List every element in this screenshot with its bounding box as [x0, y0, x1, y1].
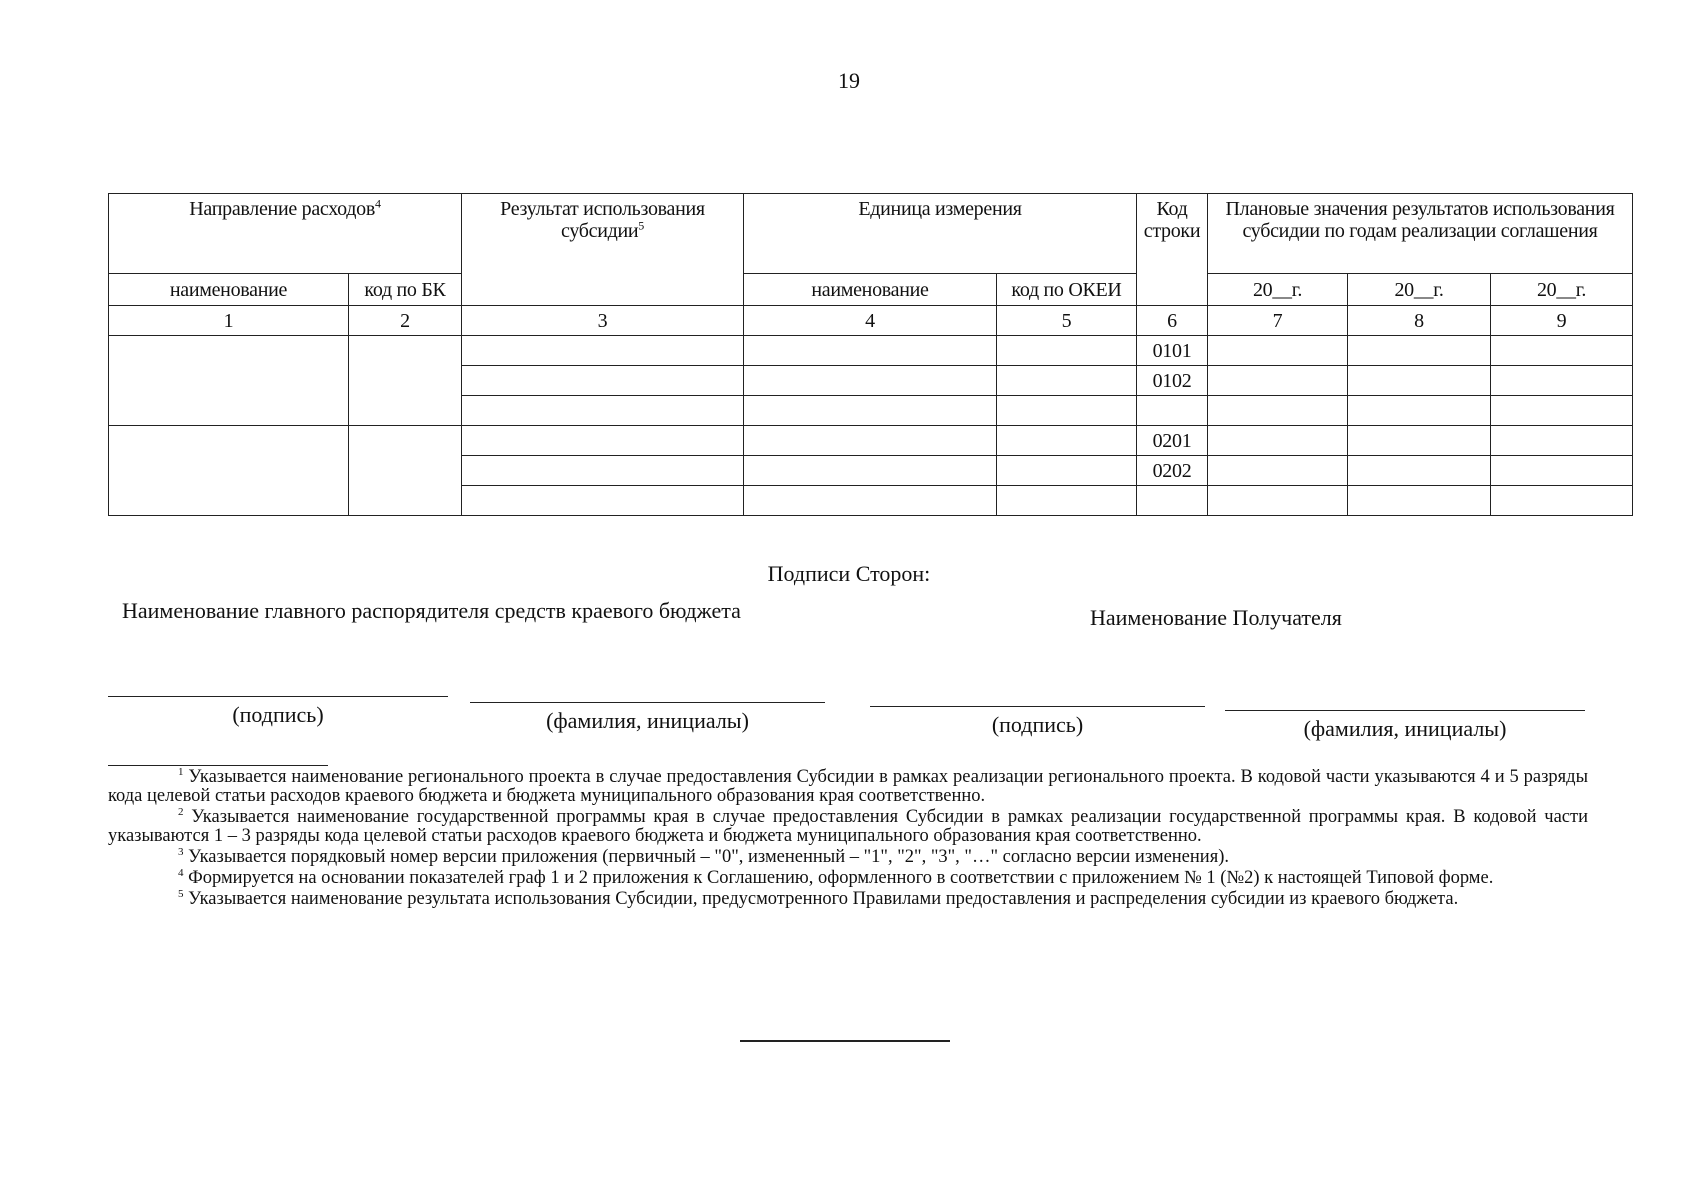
footnotes — [108, 765, 1589, 911]
column-number: 5 — [997, 306, 1137, 336]
table-row — [109, 336, 1633, 366]
footnote-separator — [108, 765, 328, 766]
bk-code-cell — [349, 336, 462, 426]
left-party-name: Наименование главного распорядителя средств краевого бюджета — [122, 598, 741, 623]
header-bk-code: код по БК — [349, 274, 462, 306]
column-number: 9 — [1491, 306, 1633, 336]
column-number: 7 — [1208, 306, 1348, 336]
signatures-title: Подписи Сторон: — [767, 561, 931, 586]
column-number: 2 — [349, 306, 462, 336]
name-caption: (фамилия, инициалы) — [546, 708, 749, 733]
header-unit-name: наименование — [744, 274, 997, 306]
column-number: 3 — [462, 306, 744, 336]
footnote: $^1$ Указывается наименование регионального проекта в случае предоставления Субсидии в рамках реализации регионального проекта. В кодовой части указываются 4 и 5 разряды кода целевой статьи расходов краевого бюджета и бюджета муниципального образования края соответственно. — [108, 765, 1589, 806]
footnote: $^2$ Указывается наименование государственной программы края в случае предоставления Субсидии в рамках реализации государственной программы края. В кодовой части указываются 1 – 3 разряды кода целевой статьи расходов краевого бюджета и бюджета муниципального образования края соответственно. — [108, 805, 1589, 846]
column-numbers-row — [109, 306, 1633, 336]
footnote: $^3$ Указывается порядковый номер версии приложения (первичный – "0", измененный – "1", "2", "3", "…" согласно версии изменения). — [178, 845, 1229, 867]
row-code-cell: 0201 — [1137, 426, 1208, 456]
row-code-cell: 0101 — [1137, 336, 1208, 366]
direction-name-cell — [109, 336, 349, 426]
signature-line — [108, 696, 448, 697]
header-direction: Направление расходов$^4$ — [109, 194, 462, 274]
signature-line — [870, 706, 1205, 707]
page-number: 19 — [838, 68, 860, 93]
column-number: 1 — [109, 306, 349, 336]
right-party-name: Наименование Получателя — [1090, 605, 1342, 630]
name-caption: (фамилия, инициалы) — [1303, 716, 1507, 741]
header-year-1: 20__г. — [1208, 274, 1348, 306]
header-okei-code: код по ОКЕИ — [997, 274, 1137, 306]
name-line — [470, 702, 825, 703]
header-row-code: Код строки — [1137, 194, 1208, 306]
header-result: Результат использования субсидии$^5$ — [462, 194, 744, 306]
column-number: 8 — [1348, 306, 1491, 336]
row-code-cell: 0102 — [1137, 366, 1208, 396]
row-code-cell — [1137, 396, 1208, 426]
header-unit: Единица измерения — [744, 194, 1137, 274]
results-table — [108, 193, 1633, 516]
signature-caption: (подпись) — [232, 702, 324, 727]
header-year-3: 20__г. — [1491, 274, 1633, 306]
header-name: наименование — [109, 274, 349, 306]
column-number: 4 — [744, 306, 997, 336]
column-number: 6 — [1137, 306, 1208, 336]
bk-code-cell — [349, 426, 462, 516]
name-line — [1225, 710, 1585, 711]
footnote: $^4$ Формируется на основании показателей граф 1 и 2 приложения к Соглашению, оформленного в соответствии с приложением № 1 (№2) к настоящей Типовой форме. — [178, 866, 1494, 888]
table-row — [109, 426, 1633, 456]
end-of-document-rule — [740, 1040, 950, 1042]
direction-name-cell — [109, 426, 349, 516]
row-code-cell: 0202 — [1137, 456, 1208, 486]
footnote: $^5$ Указывается наименование результата использования Субсидии, предусмотренного Правилами предоставления и распределения субсидии из краевого бюджета. — [178, 887, 1459, 909]
signature-caption: (подпись) — [991, 712, 1084, 737]
header-year-2: 20__г. — [1348, 274, 1491, 306]
row-code-cell — [1137, 486, 1208, 516]
header-planned: Плановые значения результатов использования субсидии по годам реализации соглашения — [1208, 194, 1633, 274]
